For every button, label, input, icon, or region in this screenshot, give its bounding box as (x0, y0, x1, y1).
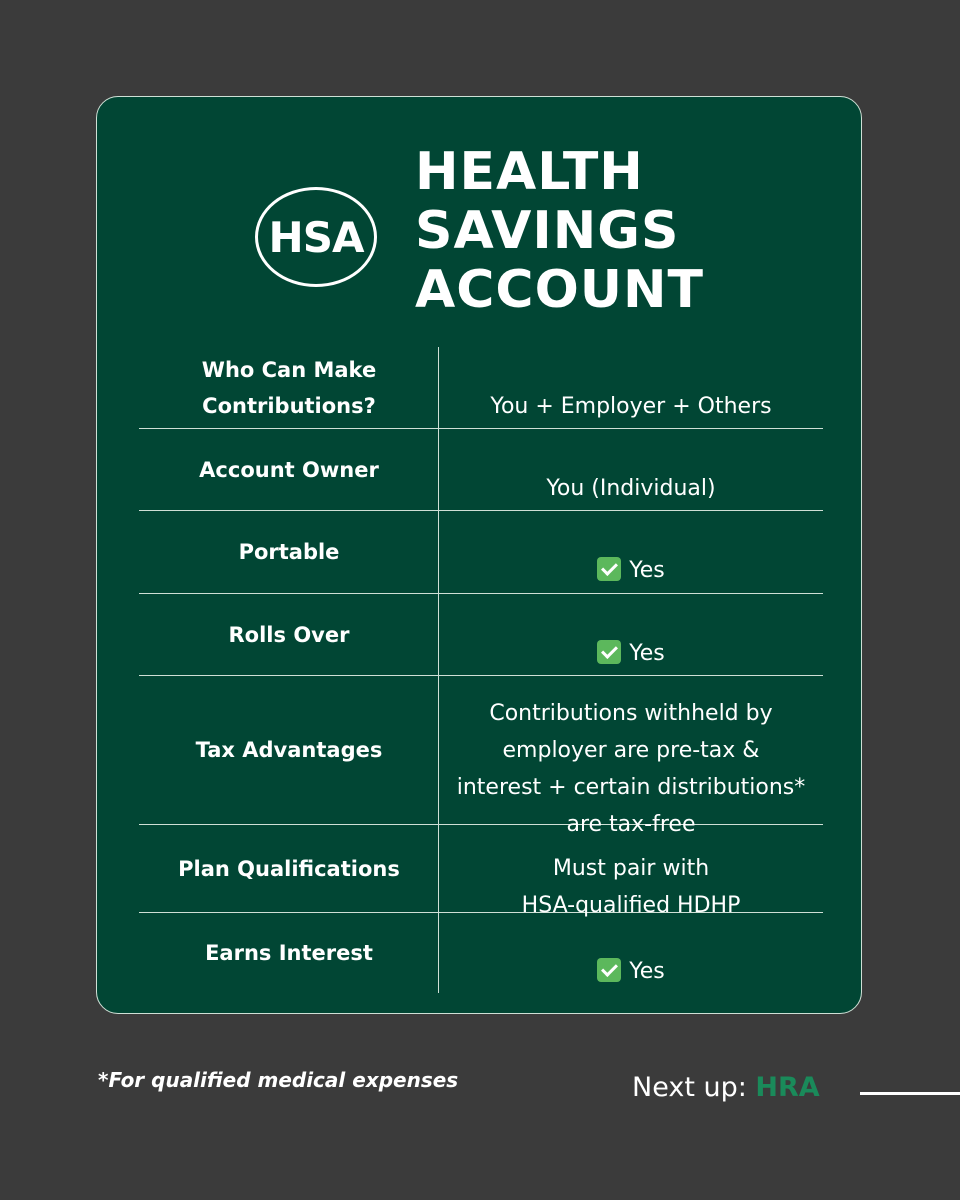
table-divider (438, 347, 439, 993)
page-title (415, 143, 704, 320)
next-up-highlight: HRA (755, 1072, 820, 1103)
row-value (439, 813, 823, 924)
row-value-text: Yes (629, 959, 665, 984)
row-label: Account Owner (199, 457, 379, 482)
table-row (139, 347, 823, 429)
row-label: Earns Interest (205, 941, 373, 965)
title-line-1: HEALTH (415, 142, 644, 202)
hsa-logo-text: HSA (268, 212, 364, 262)
row-label: Rolls Over (228, 622, 350, 647)
table-row (139, 676, 823, 837)
row-value (439, 433, 823, 507)
row-value (439, 515, 823, 589)
check-mark-icon (597, 557, 621, 581)
row-value-text: You (Individual) (546, 475, 716, 501)
row-value-text: Yes (629, 640, 665, 666)
row-value-text: Yes (629, 558, 665, 583)
table-row (139, 429, 823, 511)
next-up-arrow-line (860, 1092, 960, 1095)
table-row (139, 913, 823, 993)
table-row (139, 825, 823, 918)
row-label: Tax Advantages (195, 738, 383, 762)
hsa-card (96, 96, 862, 1014)
row-value (439, 351, 823, 425)
next-up-link[interactable] (632, 1072, 820, 1103)
row-value-text: Must pair with HSA-qualified HDHP (521, 856, 741, 918)
row-value-text: Contributions withheld by employer are pre-tax & interest + certain distributions* are tax-free (456, 700, 806, 837)
title-line-3: ACCOUNT (415, 260, 704, 320)
hsa-logo (255, 187, 377, 287)
comparison-table (139, 347, 823, 993)
check-mark-icon (597, 640, 621, 664)
table-row (139, 511, 823, 594)
title-line-2: SAVINGS (415, 201, 680, 261)
check-mark-icon (597, 958, 621, 982)
footnote: *For qualified medical expenses (98, 1068, 459, 1092)
row-label: Who Can Make Contributions? (201, 357, 377, 418)
row-value (439, 916, 823, 990)
row-value-text: You + Employer + Others (490, 393, 772, 419)
next-up-prefix: Next up: (632, 1072, 756, 1103)
row-label: Portable (238, 540, 340, 564)
row-label: Plan Qualifications (178, 856, 400, 881)
